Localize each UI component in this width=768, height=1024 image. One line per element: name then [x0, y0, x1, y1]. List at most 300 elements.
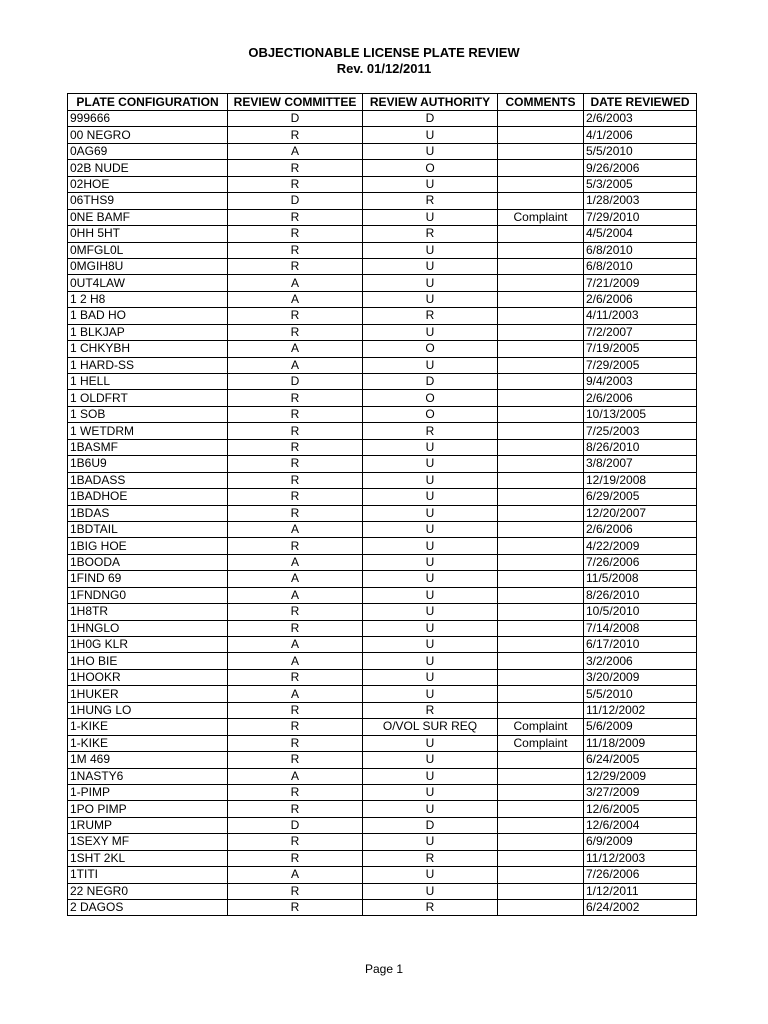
date-reviewed-cell: 6/8/2010	[584, 258, 697, 274]
review-authority-cell: O	[363, 160, 498, 176]
review-authority-cell: U	[363, 521, 498, 537]
table-row	[68, 242, 697, 258]
table-row	[68, 834, 697, 850]
table-row	[68, 357, 697, 373]
plate-configuration-cell: 1-KIKE	[68, 735, 228, 751]
table-row	[68, 867, 697, 883]
page-number: Page 1	[364, 962, 404, 976]
date-reviewed-cell: 8/26/2010	[584, 439, 697, 455]
review-committee-cell: R	[228, 538, 363, 554]
comments-cell	[498, 538, 584, 554]
plate-configuration-cell: 02B NUDE	[68, 160, 228, 176]
review-committee-cell: R	[228, 489, 363, 505]
plate-review-table	[67, 93, 697, 916]
date-reviewed-cell: 1/12/2011	[584, 883, 697, 899]
plate-configuration-cell: 1-KIKE	[68, 719, 228, 735]
comments-cell	[498, 143, 584, 159]
review-authority-cell: R	[363, 850, 498, 866]
plate-configuration-cell: 1TITI	[68, 867, 228, 883]
plate-configuration-cell: 1 BLKJAP	[68, 324, 228, 340]
review-authority-cell: U	[363, 587, 498, 603]
table-row	[68, 719, 697, 735]
plate-configuration-cell: 1HUNG LO	[68, 702, 228, 718]
review-committee-cell: R	[228, 242, 363, 258]
table-row	[68, 784, 697, 800]
date-reviewed-cell: 9/4/2003	[584, 374, 697, 390]
plate-configuration-cell: 1BADASS	[68, 472, 228, 488]
plate-configuration-cell: 1SEXY MF	[68, 834, 228, 850]
review-authority-cell: U	[363, 571, 498, 587]
date-reviewed-cell: 7/26/2006	[584, 867, 697, 883]
table-row	[68, 702, 697, 718]
review-committee-cell: A	[228, 637, 363, 653]
table-row	[68, 423, 697, 439]
plate-configuration-cell: 1NASTY6	[68, 768, 228, 784]
comments-cell	[498, 127, 584, 143]
date-reviewed-cell: 6/8/2010	[584, 242, 697, 258]
plate-configuration-cell: 1PO PIMP	[68, 801, 228, 817]
comments-cell	[498, 374, 584, 390]
review-authority-cell: U	[363, 604, 498, 620]
review-committee-cell: R	[228, 406, 363, 422]
review-authority-cell: U	[363, 801, 498, 817]
plate-configuration-cell: 1 HARD-SS	[68, 357, 228, 373]
table-row	[68, 653, 697, 669]
date-reviewed-cell: 2/6/2006	[584, 291, 697, 307]
review-authority-cell: D	[363, 374, 498, 390]
comments-cell	[498, 357, 584, 373]
comments-cell	[498, 406, 584, 422]
date-reviewed-cell: 4/22/2009	[584, 538, 697, 554]
plate-configuration-cell: 1 WETDRM	[68, 423, 228, 439]
date-reviewed-cell: 7/19/2005	[584, 341, 697, 357]
header-plate-configuration: PLATE CONFIGURATION	[68, 94, 228, 111]
date-reviewed-cell: 3/20/2009	[584, 669, 697, 685]
review-authority-cell: U	[363, 456, 498, 472]
table-row	[68, 538, 697, 554]
date-reviewed-cell: 5/5/2010	[584, 686, 697, 702]
review-committee-cell: A	[228, 554, 363, 570]
date-reviewed-cell: 9/26/2006	[584, 160, 697, 176]
document-title: OBJECTIONABLE LICENSE PLATE REVIEW	[248, 45, 520, 60]
table-row	[68, 686, 697, 702]
date-reviewed-cell: 7/21/2009	[584, 275, 697, 291]
plate-configuration-cell: 1SHT 2KL	[68, 850, 228, 866]
review-committee-cell: R	[228, 176, 363, 192]
review-committee-cell: A	[228, 521, 363, 537]
review-committee-cell: R	[228, 834, 363, 850]
review-committee-cell: R	[228, 850, 363, 866]
plate-configuration-cell: 1BADHOE	[68, 489, 228, 505]
date-reviewed-cell: 12/6/2005	[584, 801, 697, 817]
table-row	[68, 620, 697, 636]
date-reviewed-cell: 3/2/2006	[584, 653, 697, 669]
review-committee-cell: R	[228, 801, 363, 817]
date-reviewed-cell: 4/5/2004	[584, 226, 697, 242]
review-authority-cell: O/VOL SUR REQ	[363, 719, 498, 735]
plate-configuration-cell: 1 OLDFRT	[68, 390, 228, 406]
table-row	[68, 226, 697, 242]
table-row	[68, 324, 697, 340]
review-committee-cell: A	[228, 357, 363, 373]
table-row	[68, 669, 697, 685]
review-committee-cell: R	[228, 226, 363, 242]
date-reviewed-cell: 11/18/2009	[584, 735, 697, 751]
table-row	[68, 587, 697, 603]
date-reviewed-cell: 7/2/2007	[584, 324, 697, 340]
table-row	[68, 390, 697, 406]
table-row	[68, 604, 697, 620]
review-committee-cell: R	[228, 752, 363, 768]
comments-cell	[498, 554, 584, 570]
comments-cell	[498, 587, 584, 603]
date-reviewed-cell: 2/6/2006	[584, 521, 697, 537]
review-committee-cell: A	[228, 571, 363, 587]
date-reviewed-cell: 1/28/2003	[584, 193, 697, 209]
plate-configuration-cell: 1HUKER	[68, 686, 228, 702]
review-committee-cell: A	[228, 686, 363, 702]
review-committee-cell: D	[228, 111, 363, 127]
plate-configuration-cell: 0NE BAMF	[68, 209, 228, 225]
comments-cell	[498, 226, 584, 242]
comments-cell: Complaint	[498, 735, 584, 751]
plate-configuration-cell: 1 SOB	[68, 406, 228, 422]
date-reviewed-cell: 5/6/2009	[584, 719, 697, 735]
review-committee-cell: R	[228, 423, 363, 439]
table-row	[68, 341, 697, 357]
comments-cell	[498, 505, 584, 521]
review-authority-cell: U	[363, 686, 498, 702]
review-committee-cell: R	[228, 160, 363, 176]
review-committee-cell: R	[228, 505, 363, 521]
comments-cell	[498, 669, 584, 685]
comments-cell	[498, 193, 584, 209]
review-committee-cell: D	[228, 374, 363, 390]
plate-configuration-cell: 0MGIH8U	[68, 258, 228, 274]
review-committee-cell: R	[228, 456, 363, 472]
date-reviewed-cell: 7/29/2005	[584, 357, 697, 373]
review-authority-cell: U	[363, 834, 498, 850]
review-authority-cell: R	[363, 193, 498, 209]
comments-cell	[498, 242, 584, 258]
comments-cell	[498, 258, 584, 274]
review-committee-cell: R	[228, 324, 363, 340]
table-row	[68, 637, 697, 653]
review-committee-cell: R	[228, 702, 363, 718]
table-row	[68, 176, 697, 192]
plate-configuration-cell: 0UT4LAW	[68, 275, 228, 291]
review-authority-cell: R	[363, 900, 498, 916]
table-row	[68, 850, 697, 866]
review-authority-cell: U	[363, 209, 498, 225]
date-reviewed-cell: 11/12/2003	[584, 850, 697, 866]
comments-cell	[498, 291, 584, 307]
review-committee-cell: A	[228, 143, 363, 159]
review-committee-cell: A	[228, 275, 363, 291]
table-row	[68, 127, 697, 143]
review-committee-cell: R	[228, 620, 363, 636]
comments-cell	[498, 702, 584, 718]
comments-cell	[498, 768, 584, 784]
review-authority-cell: U	[363, 752, 498, 768]
table-row	[68, 752, 697, 768]
plate-configuration-cell: 22 NEGR0	[68, 883, 228, 899]
review-authority-cell: U	[363, 275, 498, 291]
comments-cell	[498, 111, 584, 127]
review-authority-cell: U	[363, 505, 498, 521]
comments-cell	[498, 867, 584, 883]
review-authority-cell: U	[363, 472, 498, 488]
review-authority-cell: R	[363, 702, 498, 718]
table-row	[68, 193, 697, 209]
date-reviewed-cell: 10/5/2010	[584, 604, 697, 620]
review-committee-cell: R	[228, 604, 363, 620]
review-committee-cell: A	[228, 867, 363, 883]
date-reviewed-cell: 7/26/2006	[584, 554, 697, 570]
plate-configuration-cell: 1BDTAIL	[68, 521, 228, 537]
table-row	[68, 209, 697, 225]
table-row	[68, 801, 697, 817]
review-authority-cell: U	[363, 176, 498, 192]
review-committee-cell: A	[228, 768, 363, 784]
review-authority-cell: U	[363, 554, 498, 570]
comments-cell	[498, 472, 584, 488]
comments-cell	[498, 653, 584, 669]
review-authority-cell: U	[363, 357, 498, 373]
review-authority-cell: O	[363, 341, 498, 357]
review-committee-cell: R	[228, 719, 363, 735]
comments-cell	[498, 801, 584, 817]
comments-cell	[498, 850, 584, 866]
review-committee-cell: R	[228, 472, 363, 488]
table-row	[68, 439, 697, 455]
review-committee-cell: R	[228, 784, 363, 800]
table-header-row	[68, 94, 697, 111]
table-row	[68, 521, 697, 537]
date-reviewed-cell: 7/29/2010	[584, 209, 697, 225]
plate-configuration-cell: 2 DAGOS	[68, 900, 228, 916]
date-reviewed-cell: 6/24/2002	[584, 900, 697, 916]
date-reviewed-cell: 6/29/2005	[584, 489, 697, 505]
plate-configuration-cell: 1FNDNG0	[68, 587, 228, 603]
review-authority-cell: O	[363, 406, 498, 422]
review-committee-cell: A	[228, 653, 363, 669]
plate-configuration-cell: 1 2 H8	[68, 291, 228, 307]
header-date-reviewed: DATE REVIEWED	[584, 94, 697, 111]
review-committee-cell: R	[228, 439, 363, 455]
review-authority-cell: U	[363, 637, 498, 653]
plate-configuration-cell: 0AG69	[68, 143, 228, 159]
review-authority-cell: U	[363, 735, 498, 751]
date-reviewed-cell: 10/13/2005	[584, 406, 697, 422]
comments-cell: Complaint	[498, 209, 584, 225]
date-reviewed-cell: 4/1/2006	[584, 127, 697, 143]
header-comments: COMMENTS	[498, 94, 584, 111]
review-authority-cell: U	[363, 883, 498, 899]
review-authority-cell: U	[363, 489, 498, 505]
comments-cell	[498, 439, 584, 455]
document-revision: Rev. 01/12/2011	[336, 61, 432, 76]
plate-configuration-cell: 1BIG HOE	[68, 538, 228, 554]
date-reviewed-cell: 3/8/2007	[584, 456, 697, 472]
table-row	[68, 768, 697, 784]
table-row	[68, 143, 697, 159]
comments-cell	[498, 900, 584, 916]
table-row	[68, 308, 697, 324]
review-authority-cell: U	[363, 653, 498, 669]
review-committee-cell: A	[228, 341, 363, 357]
table-row	[68, 160, 697, 176]
review-authority-cell: D	[363, 111, 498, 127]
date-reviewed-cell: 12/6/2004	[584, 817, 697, 833]
date-reviewed-cell: 4/11/2003	[584, 308, 697, 324]
plate-configuration-cell: 999666	[68, 111, 228, 127]
plate-configuration-cell: 1HOOKR	[68, 669, 228, 685]
plate-configuration-cell: 1B6U9	[68, 456, 228, 472]
comments-cell	[498, 637, 584, 653]
review-committee-cell: A	[228, 291, 363, 307]
date-reviewed-cell: 6/17/2010	[584, 637, 697, 653]
plate-configuration-cell: 02HOE	[68, 176, 228, 192]
comments-cell	[498, 275, 584, 291]
date-reviewed-cell: 5/3/2005	[584, 176, 697, 192]
comments-cell	[498, 341, 584, 357]
review-committee-cell: R	[228, 258, 363, 274]
date-reviewed-cell: 2/6/2006	[584, 390, 697, 406]
review-authority-cell: U	[363, 143, 498, 159]
table-row	[68, 735, 697, 751]
table-row	[68, 883, 697, 899]
review-authority-cell: U	[363, 127, 498, 143]
plate-configuration-cell: 1-PIMP	[68, 784, 228, 800]
plate-configuration-cell: 00 NEGRO	[68, 127, 228, 143]
table-row	[68, 900, 697, 916]
date-reviewed-cell: 6/24/2005	[584, 752, 697, 768]
review-committee-cell: R	[228, 308, 363, 324]
review-authority-cell: O	[363, 390, 498, 406]
review-authority-cell: U	[363, 867, 498, 883]
review-authority-cell: U	[363, 324, 498, 340]
date-reviewed-cell: 11/12/2002	[584, 702, 697, 718]
review-authority-cell: U	[363, 768, 498, 784]
review-authority-cell: U	[363, 538, 498, 554]
table-row	[68, 275, 697, 291]
date-reviewed-cell: 2/6/2003	[584, 111, 697, 127]
review-authority-cell: U	[363, 669, 498, 685]
header-review-committee: REVIEW COMMITTEE	[228, 94, 363, 111]
review-committee-cell: D	[228, 193, 363, 209]
plate-configuration-cell: 1H0G KLR	[68, 637, 228, 653]
plate-configuration-cell: 0HH 5HT	[68, 226, 228, 242]
comments-cell	[498, 817, 584, 833]
date-reviewed-cell: 5/5/2010	[584, 143, 697, 159]
review-authority-cell: R	[363, 226, 498, 242]
table-row	[68, 456, 697, 472]
comments-cell	[498, 571, 584, 587]
table-row	[68, 111, 697, 127]
plate-configuration-cell: 1BASMF	[68, 439, 228, 455]
table-row	[68, 291, 697, 307]
comments-cell	[498, 390, 584, 406]
review-authority-cell: U	[363, 439, 498, 455]
comments-cell	[498, 489, 584, 505]
date-reviewed-cell: 8/26/2010	[584, 587, 697, 603]
review-authority-cell: U	[363, 784, 498, 800]
plate-configuration-cell: 1 CHKYBH	[68, 341, 228, 357]
table-row	[68, 489, 697, 505]
comments-cell	[498, 834, 584, 850]
review-committee-cell: R	[228, 127, 363, 143]
table-row	[68, 505, 697, 521]
table-row	[68, 258, 697, 274]
comments-cell	[498, 620, 584, 636]
date-reviewed-cell: 11/5/2008	[584, 571, 697, 587]
table-row	[68, 406, 697, 422]
plate-configuration-cell: 1HO BIE	[68, 653, 228, 669]
comments-cell	[498, 752, 584, 768]
review-authority-cell: U	[363, 620, 498, 636]
comments-cell	[498, 604, 584, 620]
comments-cell	[498, 784, 584, 800]
header-review-authority: REVIEW AUTHORITY	[363, 94, 498, 111]
date-reviewed-cell: 6/9/2009	[584, 834, 697, 850]
table-row	[68, 817, 697, 833]
review-authority-cell: U	[363, 291, 498, 307]
comments-cell	[498, 883, 584, 899]
review-authority-cell: D	[363, 817, 498, 833]
table-row	[68, 374, 697, 390]
comments-cell	[498, 686, 584, 702]
review-committee-cell: R	[228, 390, 363, 406]
table-row	[68, 571, 697, 587]
plate-configuration-cell: 1 HELL	[68, 374, 228, 390]
comments-cell	[498, 176, 584, 192]
plate-configuration-cell: 1HNGLO	[68, 620, 228, 636]
review-authority-cell: U	[363, 242, 498, 258]
comments-cell	[498, 324, 584, 340]
table-row	[68, 472, 697, 488]
date-reviewed-cell: 7/25/2003	[584, 423, 697, 439]
plate-configuration-cell: 0MFGL0L	[68, 242, 228, 258]
date-reviewed-cell: 12/20/2007	[584, 505, 697, 521]
review-authority-cell: R	[363, 308, 498, 324]
date-reviewed-cell: 3/27/2009	[584, 784, 697, 800]
plate-configuration-cell: 06THS9	[68, 193, 228, 209]
review-committee-cell: R	[228, 900, 363, 916]
review-committee-cell: A	[228, 587, 363, 603]
review-authority-cell: U	[363, 258, 498, 274]
plate-configuration-cell: 1FIND 69	[68, 571, 228, 587]
comments-cell	[498, 521, 584, 537]
comments-cell: Complaint	[498, 719, 584, 735]
plate-configuration-cell: 1M 469	[68, 752, 228, 768]
review-committee-cell: D	[228, 817, 363, 833]
comments-cell	[498, 308, 584, 324]
plate-configuration-cell: 1BDAS	[68, 505, 228, 521]
plate-configuration-cell: 1BOODA	[68, 554, 228, 570]
plate-configuration-cell: 1 BAD HO	[68, 308, 228, 324]
date-reviewed-cell: 12/29/2009	[584, 768, 697, 784]
plate-configuration-cell: 1RUMP	[68, 817, 228, 833]
table-body	[68, 111, 697, 916]
comments-cell	[498, 160, 584, 176]
date-reviewed-cell: 12/19/2008	[584, 472, 697, 488]
date-reviewed-cell: 7/14/2008	[584, 620, 697, 636]
review-committee-cell: R	[228, 669, 363, 685]
comments-cell	[498, 456, 584, 472]
review-committee-cell: R	[228, 209, 363, 225]
review-committee-cell: R	[228, 735, 363, 751]
